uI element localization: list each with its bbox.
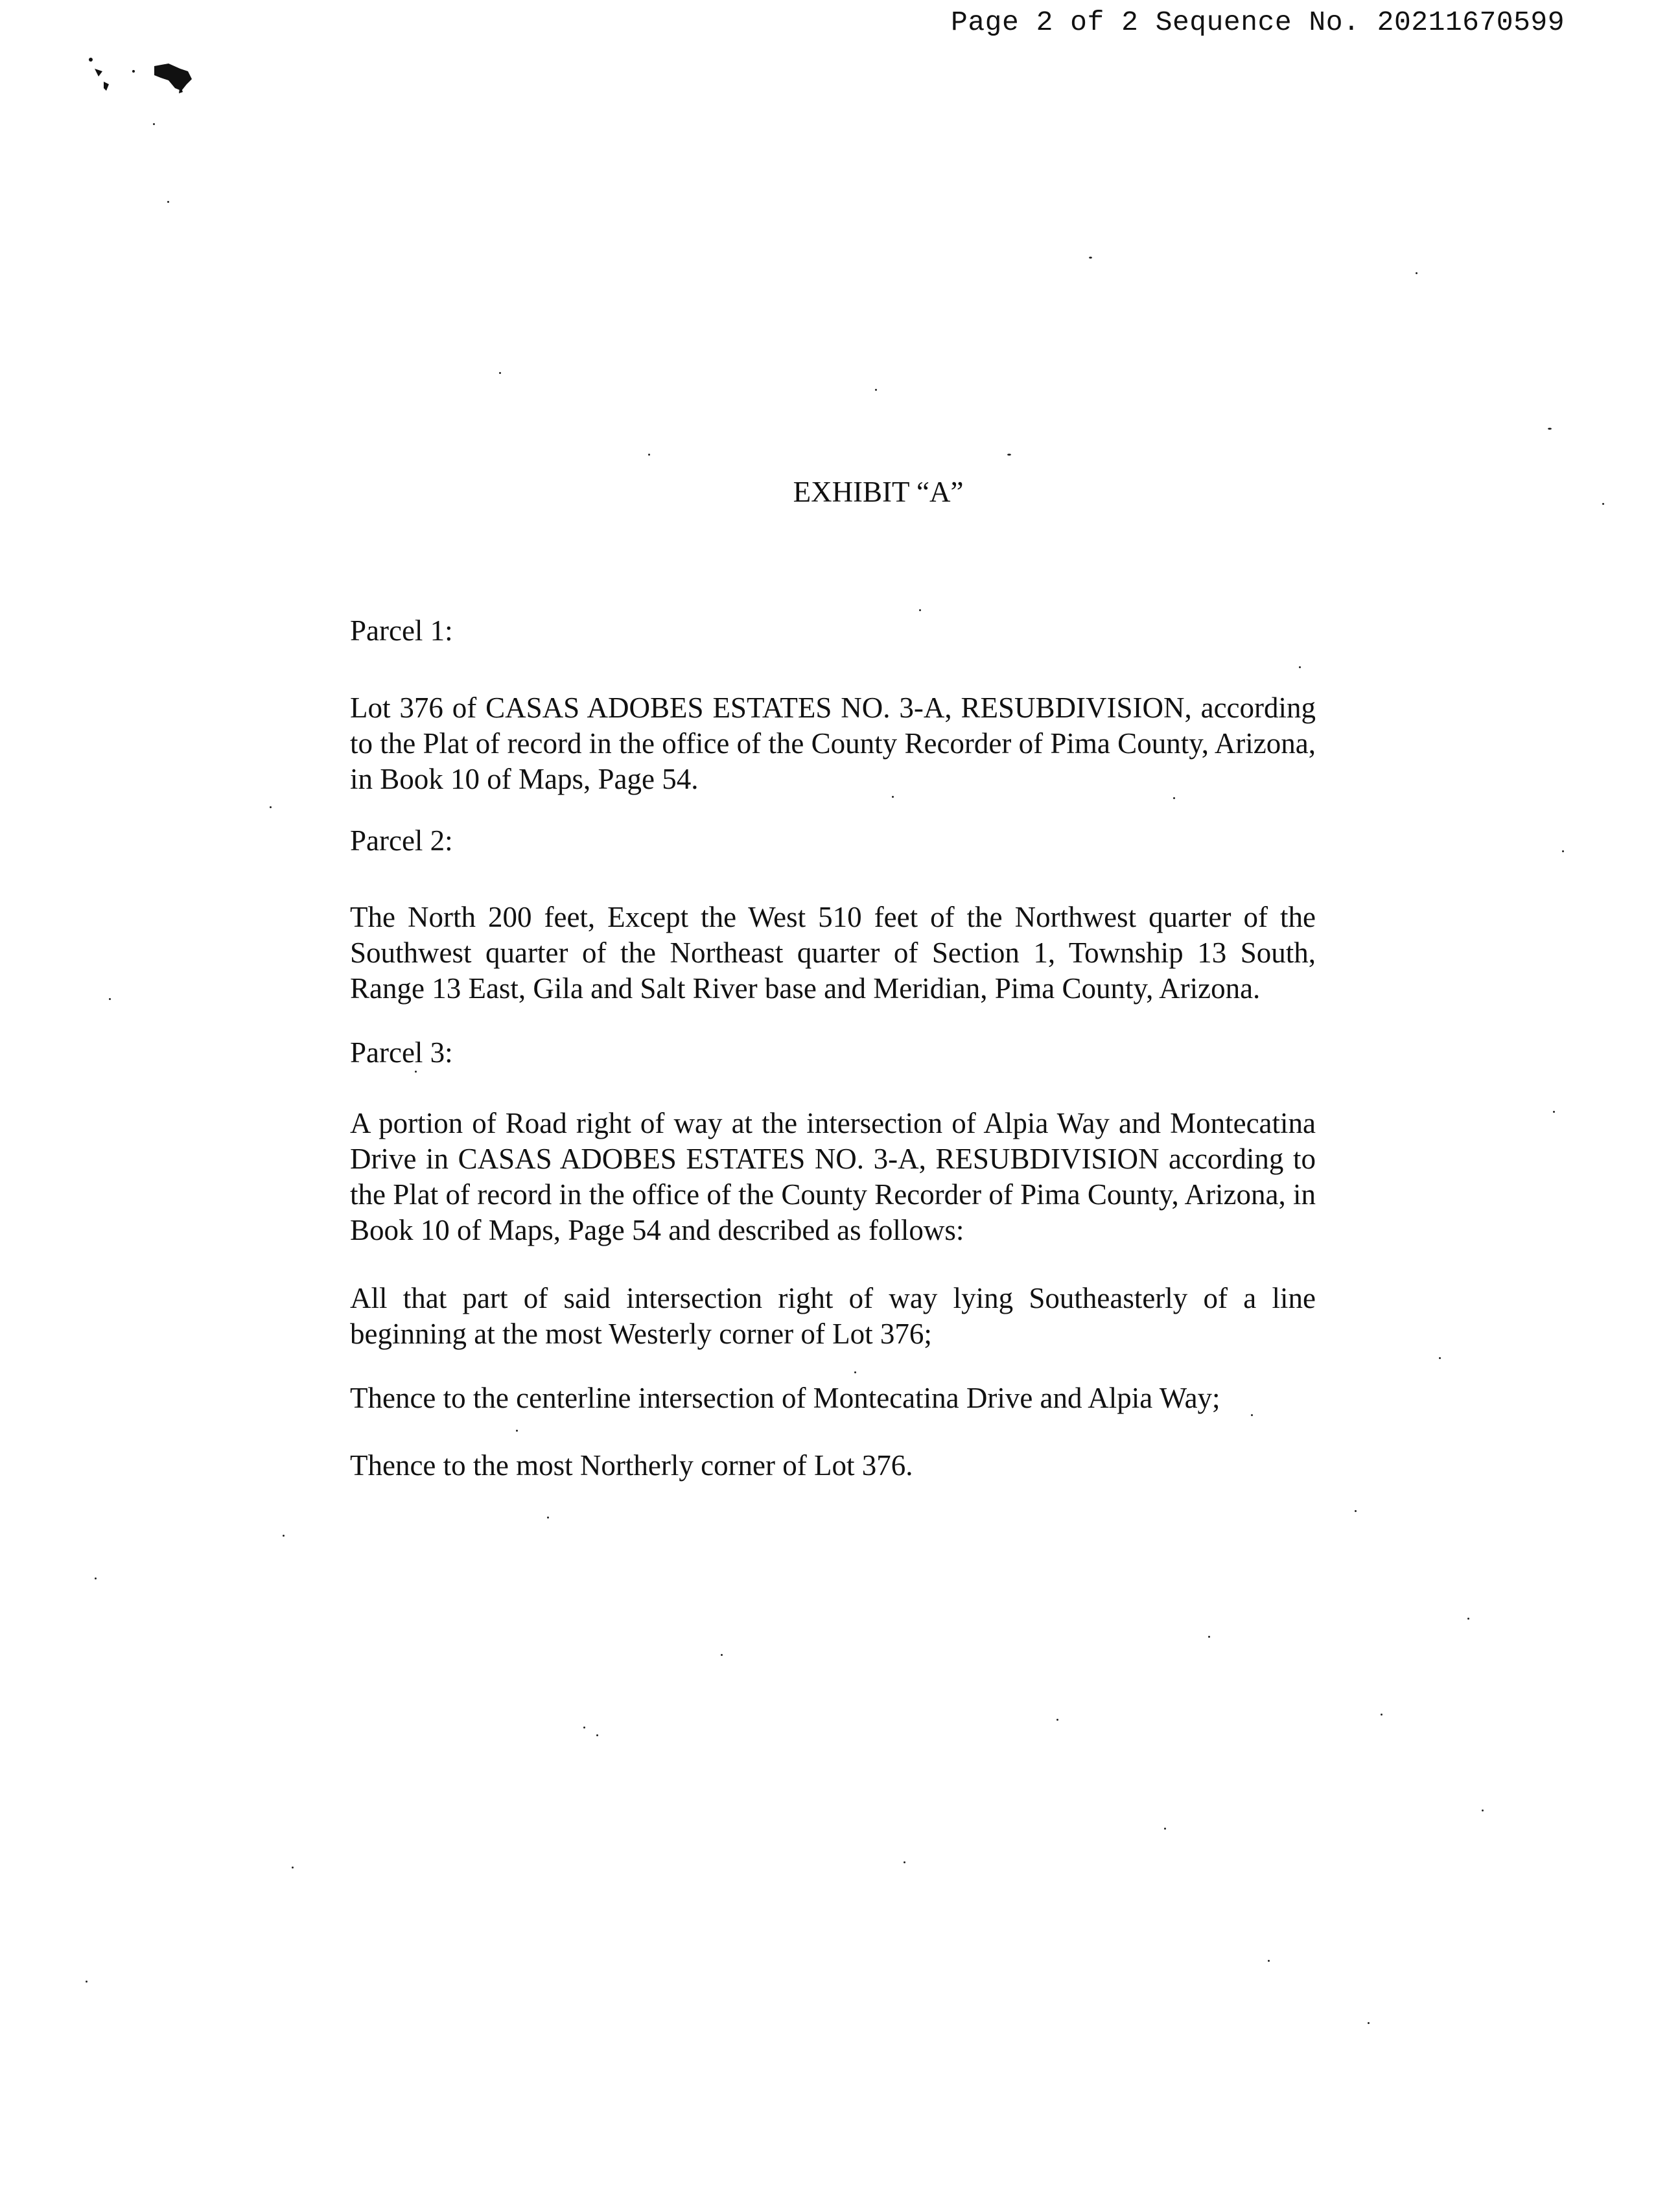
scan-speck bbox=[283, 1535, 285, 1537]
scan-speck bbox=[721, 1654, 723, 1656]
parcel-3-description: A portion of Road right of way at the intersection of Alpia Way and Montecatina Drive in CASAS ADOBES ESTATES NO. 3-A, RESUBDIVISION according to the Plat of record in the office of the County Recorder of Pima County, Arizona, in Book 10 of Maps, Page 54 and described as follows: bbox=[350, 1107, 1316, 1246]
scan-speck bbox=[919, 609, 921, 611]
scan-speck bbox=[1089, 257, 1092, 259]
parcel-3-heading: Parcel 3: bbox=[350, 1036, 453, 1069]
scan-speck bbox=[86, 1981, 88, 1983]
scan-speck bbox=[167, 201, 169, 203]
scan-speck bbox=[153, 123, 155, 125]
parcel-1-heading: Parcel 1: bbox=[350, 614, 453, 647]
scan-speck bbox=[1368, 2022, 1370, 2024]
scan-speck bbox=[1548, 428, 1552, 430]
scan-speck bbox=[109, 998, 111, 1000]
scan-speck bbox=[1164, 1828, 1166, 1830]
scan-speck bbox=[1562, 850, 1564, 852]
scan-speck bbox=[648, 454, 650, 456]
scan-speck bbox=[1467, 1618, 1469, 1620]
scan-speck bbox=[1416, 272, 1418, 274]
scan-speck bbox=[1007, 454, 1011, 456]
scan-speck bbox=[583, 1727, 585, 1728]
parcel-1-description: Lot 376 of CASAS ADOBES ESTATES NO. 3-A, RESUBDIVISION, according to the Plat of record in the office of the County Recorder of Pima County, Arizona, in Book 10 of Maps, Page 54. bbox=[350, 692, 1316, 795]
scan-speck bbox=[1482, 1810, 1484, 1811]
scan-speck bbox=[1173, 797, 1175, 799]
page-sequence-header: Page 2 of 2 Sequence No. 20211670599 bbox=[951, 6, 1565, 38]
scan-speck bbox=[292, 1867, 294, 1868]
parcel-2-heading: Parcel 2: bbox=[350, 824, 453, 857]
scan-speck bbox=[95, 1577, 97, 1579]
scan-speck bbox=[1381, 1714, 1382, 1716]
parcel-3-thence-northerly: Thence to the most Northerly corner of Lot 376. bbox=[350, 1449, 913, 1482]
scan-speck bbox=[1056, 1719, 1058, 1721]
scan-speck bbox=[1299, 666, 1301, 668]
scan-blotch bbox=[78, 52, 207, 110]
exhibit-title: EXHIBIT “A” bbox=[793, 476, 964, 508]
scan-speck bbox=[1355, 1510, 1357, 1512]
scan-speck bbox=[1553, 1111, 1555, 1113]
parcel-3-thence-centerline: Thence to the centerline intersection of Montecatina Drive and Alpia Way; bbox=[350, 1382, 1220, 1414]
scan-speck bbox=[547, 1517, 549, 1519]
parcel-2-description: The North 200 feet, Except the West 510 feet of the Northwest quarter of the Southwest quarter of the Northeast quarter of Section 1, Township 13 South, Range 13 East, Gila and Salt River base and Meridian, Pima County, Arizona. bbox=[350, 901, 1316, 1005]
scan-speck bbox=[1208, 1636, 1210, 1638]
scan-speck bbox=[1268, 1960, 1270, 1962]
scan-speck bbox=[904, 1861, 905, 1863]
scan-speck bbox=[596, 1734, 598, 1736]
scan-speck bbox=[1439, 1357, 1441, 1359]
scan-speck bbox=[270, 806, 272, 808]
scan-speck bbox=[499, 372, 501, 374]
scan-speck bbox=[415, 1071, 417, 1073]
scan-speck bbox=[854, 1371, 856, 1373]
parcel-3-line-definition: All that part of said intersection right of way lying Southeasterly of a line beginning at the most Westerly corner of Lot 376; bbox=[350, 1282, 1316, 1350]
scan-speck bbox=[875, 389, 877, 391]
scan-speck bbox=[516, 1430, 518, 1432]
scan-speck bbox=[1602, 503, 1604, 505]
